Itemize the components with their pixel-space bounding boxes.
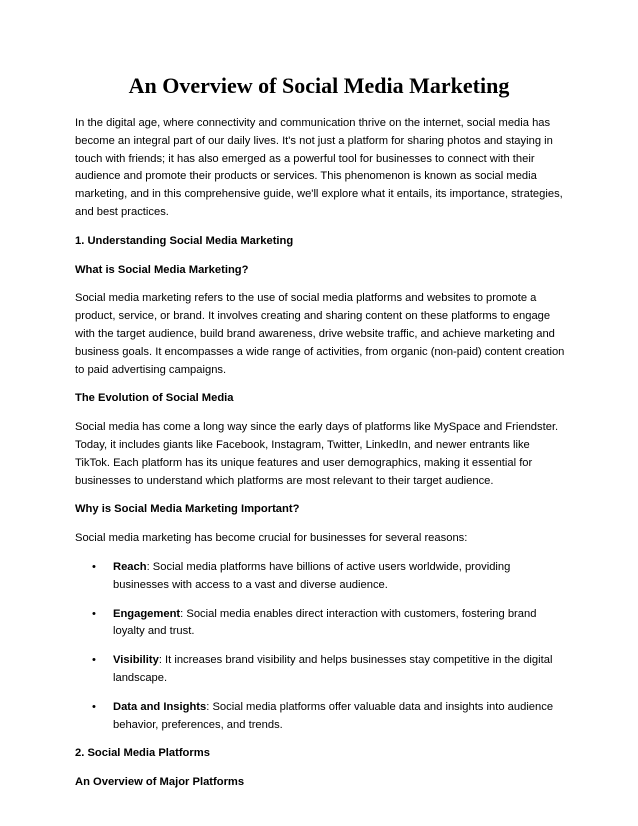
- list-item-text: : Social media platforms offer valuable data and insights into audience behavior, preferences, and trends.: [113, 700, 554, 731]
- list-item: [75, 699, 567, 735]
- list-item-term: Engagement: [113, 607, 181, 620]
- subheading-why-important: Why is Social Media Marketing Important?: [75, 503, 300, 516]
- subheading-what-is: What is Social Media Marketing?: [75, 263, 249, 276]
- list-item: [75, 652, 567, 688]
- bullet-icon: •: [92, 700, 96, 713]
- list-item-text: : It increases brand visibility and helps businesses stay competitive in the digital landscape.: [113, 654, 553, 684]
- list-item: [75, 606, 567, 642]
- bullet-icon: •: [92, 560, 96, 573]
- section-heading-understanding: 1. Understanding Social Media Marketing: [75, 234, 294, 247]
- list-item: [75, 559, 567, 595]
- bullet-icon: •: [92, 654, 96, 667]
- subheading-evolution: The Evolution of Social Media: [75, 392, 234, 405]
- list-item-term: Visibility: [113, 654, 159, 667]
- why-important-paragraph: Social media marketing has become crucial for businesses for several reasons:: [75, 532, 468, 545]
- document-body: [75, 115, 567, 803]
- page-title: An Overview of Social Media Marketing: [128, 73, 510, 98]
- list-item-text: : Social media platforms have billions of active users worldwide, providing businesses with access to a vast and diverse audience.: [113, 560, 511, 591]
- reasons-list: [75, 559, 567, 734]
- list-item-term: Data and Insights: [113, 700, 207, 713]
- intro-paragraph: In the digital age, where connectivity and communication thrive on the internet, social media has become an integral part of our daily lives. It's not just a platform for sharing photos and staying in touch with friends; it has also emerged as a powerful tool for businesses to connect with their audience and promote their products or services. This phenomenon is known as social media marketing, and in this comprehensive guide, we'll explore what it entails, its importance, strategies, and best practices.: [75, 117, 563, 218]
- section-heading-platforms: 2. Social Media Platforms: [75, 747, 210, 760]
- what-is-paragraph: Social media marketing refers to the use of social media platforms and websites to promote a product, service, or brand. It involves creating and sharing content on these platforms to engage with the target audience, build brand awareness, drive website traffic, and achieve marketing and business goals. It encompasses a wide range of activities, from organic (non-paid) content creation to paid advertising campaigns.: [75, 292, 565, 376]
- list-item-term: Reach: [113, 560, 147, 573]
- subheading-major-platforms: An Overview of Major Platforms: [75, 776, 245, 789]
- evolution-paragraph: Social media has come a long way since the early days of platforms like MySpace and Friendster. Today, it includes giants like Facebook, Instagram, Twitter, LinkedIn, and newer entrants like TikTok. Each platform has its unique features and user demographics, making it essential for businesses to understand which platforms are most relevant to their target audience.: [75, 421, 559, 487]
- bullet-icon: •: [92, 607, 96, 620]
- list-item-text: : Social media enables direct interaction with customers, fostering brand loyalty and trust.: [113, 607, 537, 638]
